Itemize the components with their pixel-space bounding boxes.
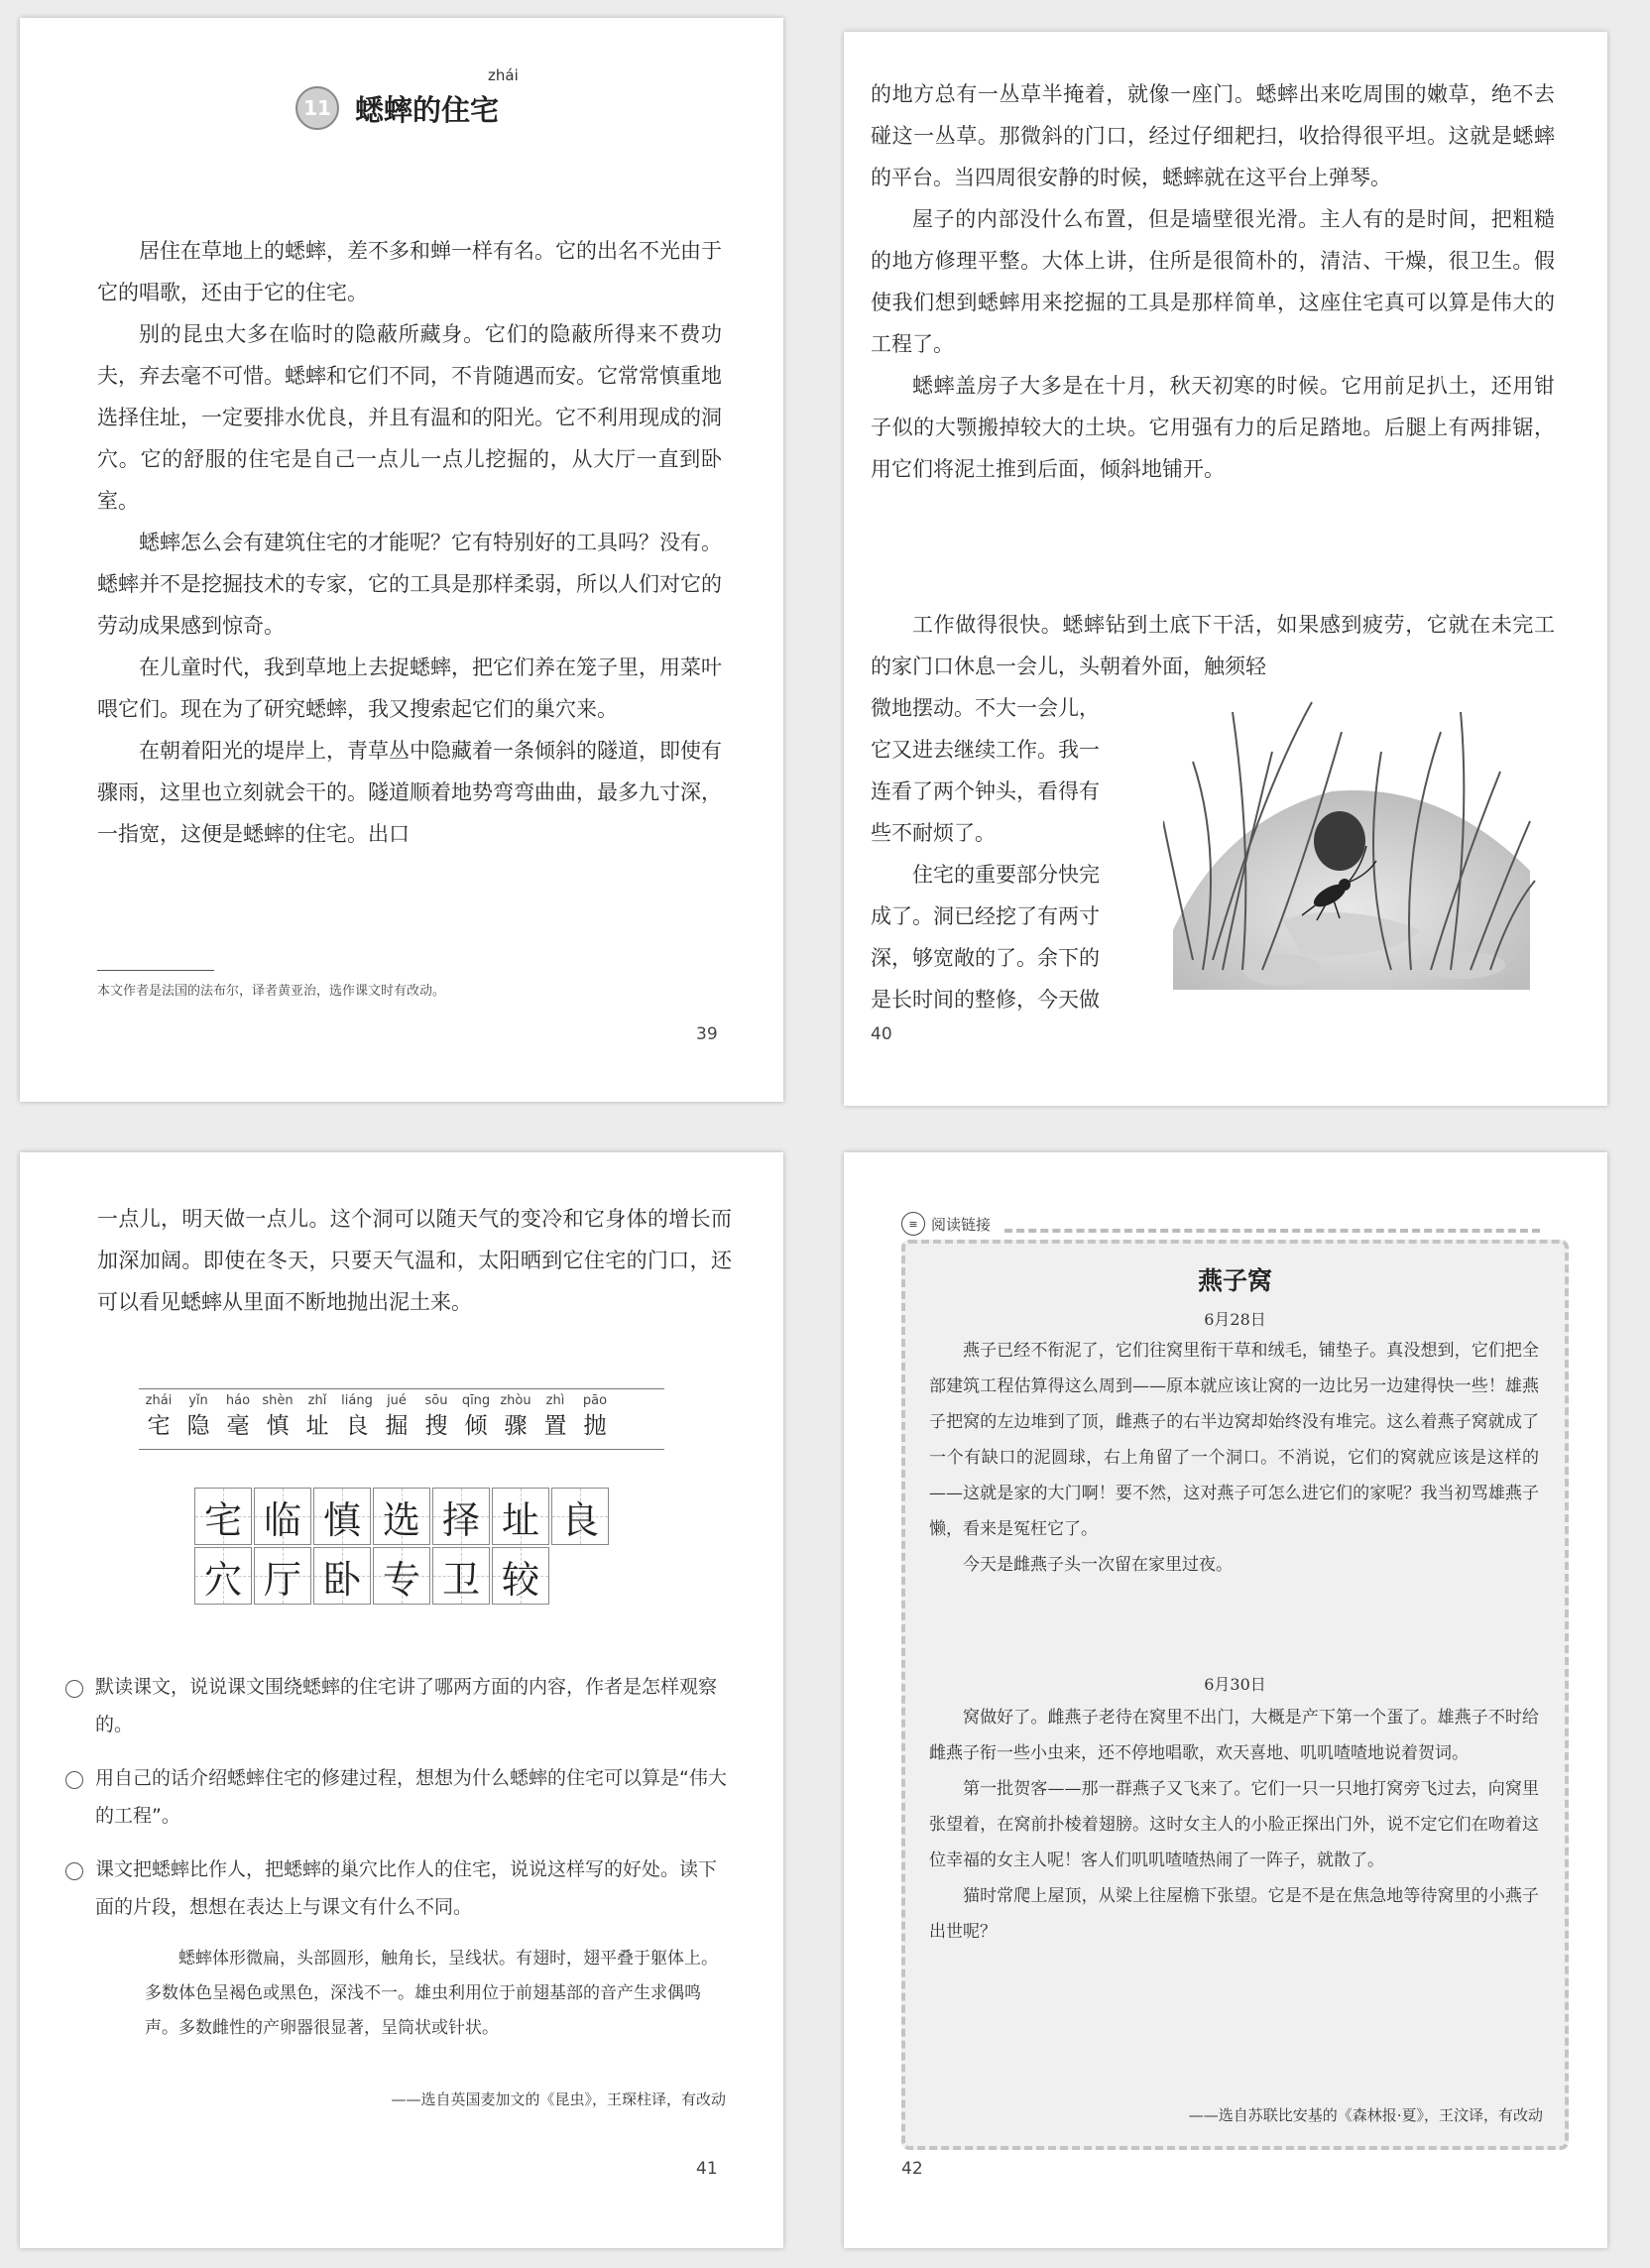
vocab-item: zhǐ 址 — [305, 1393, 329, 1439]
book-icon: ≡ — [901, 1212, 925, 1236]
page-40 — [844, 32, 1607, 1106]
writing-grid — [194, 1488, 611, 1607]
lesson-body — [97, 1198, 732, 1323]
vocab-item: pāo 抛 — [582, 1393, 608, 1439]
paragraph: 工作做得很快。蟋蟀钻到土底下干活，如果感到疲劳，它就在未完工的家门口休息一会儿，头朝着外面，触须轻 — [871, 613, 1555, 678]
paragraph: 窝做好了。雌燕子老待在窝里不出门，大概是产下第一个蛋了。雄燕子不时给雌燕子衔一些小虫来，还不停地唱歌，欢天喜地、叽叽喳喳地说着贺词。 — [929, 1708, 1539, 1763]
writing-cell: 良 — [551, 1488, 609, 1545]
reading-link-tag: ≡ 阅读链接 — [901, 1212, 991, 1236]
page-number: 40 — [871, 1024, 892, 1044]
paragraph: 蟋蟀盖房子大多是在十月，秋天初寒的时候。它用前足扒土，还用钳子似的大颚搬掉较大的土块。它用强有力的后足踏地。后腿上有两排锯，用它们将泥土推到后面，倾斜地铺开。 — [871, 374, 1555, 481]
writing-cell: 卧 — [313, 1547, 371, 1605]
line: 住宅的重要部分快完 — [912, 863, 1100, 887]
lesson-title: 蟋蟀的住宅 — [355, 92, 500, 127]
page-42 — [844, 1152, 1607, 2248]
quoted-excerpt: 蟋蟀体形微扁，头部圆形，触角长，呈线状。有翅时，翅平叠于躯体上。多数体色呈褐色或黑色，深浅不一。雄虫利用位于前翅基部的音产生求偶鸣声。多数雌性的产卵器很显著，呈筒状或针状。 — [145, 1949, 718, 2038]
paragraph: 第一批贺客——那一群燕子又飞来了。它们一只一只地打窝旁飞过去，向窝里张望着，在窝前扑棱着翅膀。这时女主人的小脸正探出门外，说不定它们在吻着这位幸福的女主人呢！客人们叽叽喳喳热闹了一阵子，就散了。 — [929, 1779, 1539, 1870]
footnote-rule — [97, 970, 214, 971]
writing-cell: 选 — [373, 1488, 430, 1545]
writing-cell: 穴 — [194, 1547, 252, 1605]
writing-cell: 慎 — [313, 1488, 371, 1545]
line: 微地摆动。不大一会儿， — [871, 696, 1100, 720]
writing-cell: 较 — [492, 1547, 549, 1605]
footnote: 本文作者是法国的法布尔，译者黄亚治，选作课文时有改动。 — [97, 984, 446, 999]
cricket-burrow-illustration — [1163, 672, 1540, 990]
line: 成了。洞已经挖了有两寸 — [871, 904, 1100, 928]
writing-row-2 — [194, 1547, 611, 1607]
paragraph: 屋子的内部没什么布置，但是墙壁很光滑。主人有的是时间，把粗糙的地方修理平整。大体上讲，住所是很简朴的，清洁、干燥，很卫生。假使我们想到蟋蟀用来挖掘的工具是那样简单，这座住宅真可以算是伟大的工程了。 — [871, 207, 1555, 356]
vocab-item: shèn 慎 — [262, 1393, 294, 1439]
paragraph: 一点儿，明天做一点儿。这个洞可以随天气的变冷和它身体的增长而加深加阔。即使在冬天，只要天气温和，太阳晒到它住宅的门口，还可以看见蟋蟀从里面不断地抛出泥土来。 — [97, 1207, 732, 1314]
line: 它又进去继续工作。我一 — [871, 738, 1100, 762]
vocab-item: zhòu 骤 — [500, 1393, 531, 1439]
writing-cell: 卫 — [432, 1547, 490, 1605]
question-3: 课文把蟋蟀比作人，把蟋蟀的巢穴比作人的住宅，说说这样写的好处。读下面的片段，想想在表达上与课文有什么不同。 — [95, 1850, 730, 1926]
writing-cell: 临 — [254, 1488, 311, 1545]
vocab-item: jué 掘 — [385, 1393, 409, 1439]
lesson-heading — [295, 83, 499, 133]
reading-title: 燕子窝 — [1197, 1266, 1272, 1295]
writing-row-1 — [194, 1488, 611, 1547]
question-bullet-icon — [65, 1771, 83, 1789]
question-1: 默读课文，说说课文围绕蟋蟀的住宅讲了哪两方面的内容，作者是怎样观察的。 — [95, 1668, 730, 1743]
writing-cell: 择 — [432, 1488, 490, 1545]
line: 深，够宽敞的了。余下的 — [871, 946, 1100, 970]
vocab-item: liáng 良 — [341, 1393, 373, 1439]
page-number: 42 — [901, 2159, 923, 2179]
paragraph: 猫时常爬上屋顶，从梁上往屋檐下张望。它是不是在焦急地等待窝里的小燕子出世呢？ — [929, 1886, 1539, 1942]
line: 是长时间的整修，今天做 — [871, 988, 1100, 1012]
question-2: 用自己的话介绍蟋蟀住宅的修建过程，想想为什么蟋蟀的住宅可以算是“伟大的工程”。 — [95, 1759, 730, 1835]
title-pinyin: zhái — [488, 66, 519, 84]
diary-date: 6月28日 — [1204, 1310, 1266, 1329]
line: 些不耐烦了。 — [871, 821, 996, 845]
lesson-body — [97, 230, 722, 855]
writing-cell: 专 — [373, 1547, 430, 1605]
writing-cell: 址 — [492, 1488, 549, 1545]
reading-link-box — [901, 1240, 1569, 2150]
paragraph: 在儿童时代，我到草地上去捉蟋蟀，把它们养在笼子里，用菜叶喂它们。现在为了研究蟋蟀，我又搜索起它们的巢穴来。 — [97, 656, 722, 721]
page-number: 41 — [696, 2159, 718, 2179]
reading-source: ——选自苏联比安基的《森林报·夏》，王汶译，有改动 — [1188, 2106, 1543, 2124]
paragraph: 燕子已经不衔泥了，它们往窝里衔干草和绒毛，铺垫子。真没想到，它们把全部建筑工程估算得这么周到——原本就应该让窝的一边比另一边建得快一些！雄燕子把窝的左边堆到了顶，雌燕子的右半边窝却始终没有堆完。这么着燕子窝就成了一个有缺口的泥圆球，右上角留了一个洞口。不消说，它们的窝就应该是这样的——这就是家的大门啊！要不然，这对燕子可怎么进它们的家呢？我当初骂雄燕子懒，看来是冤枉它了。 — [929, 1341, 1539, 1539]
page-number: 39 — [696, 1024, 718, 1044]
lesson-body — [871, 73, 1555, 490]
vocab-item: háo 毫 — [225, 1393, 251, 1439]
vocab-item: zhì 置 — [543, 1393, 567, 1439]
paragraph: 的地方总有一丛草半掩着，就像一座门。蟋蟀出来吃周围的嫩草，绝不去碰这一丛草。那微斜的门口，经过仔细耙扫，收拾得很平坦。这就是蟋蟀的平台。当四周很安静的时候，蟋蟀就在这平台上弹琴。 — [871, 82, 1555, 189]
paragraph: 今天是雌燕子头一次留在家里过夜。 — [963, 1555, 1233, 1575]
quote-source: ——选自英国麦加文的《昆虫》，王琛柱译，有改动 — [391, 2090, 726, 2108]
lesson-number-badge: 11 — [295, 86, 339, 130]
line: 连看了两个钟头，看得有 — [871, 779, 1100, 803]
vocab-item: yǐn 隐 — [186, 1393, 210, 1439]
vocab-item: sōu 搜 — [424, 1393, 448, 1439]
narrow-column — [871, 687, 1158, 1020]
paragraph: 在朝着阳光的堤岸上，青草丛中隐藏着一条倾斜的隧道，即使有骤雨，这里也立刻就会干的。隧道顺着地势弯弯曲曲，最多九寸深，一指宽，这便是蟋蟀的住宅。出口 — [97, 739, 722, 846]
vocab-pinyin-row — [139, 1388, 664, 1450]
diary-entry-2 — [929, 1700, 1539, 1950]
writing-cell: 厅 — [254, 1547, 311, 1605]
page-41 — [20, 1152, 783, 2248]
vocab-item: qīng 倾 — [461, 1393, 491, 1439]
paragraph: 别的昆虫大多在临时的隐蔽所藏身。它们的隐蔽所得来不费功夫，弃去毫不可惜。蟋蟀和它们不同，不肯随遇而安。它常常慎重地选择住址，一定要排水优良，并且有温和的阳光。它不利用现成的洞穴。它的舒服的住宅是自己一点儿一点儿挖掘的，从大厅一直到卧室。 — [97, 322, 722, 513]
vocab-item: zhái 宅 — [145, 1393, 173, 1439]
page-39 — [20, 18, 783, 1102]
question-bullet-icon — [65, 1862, 83, 1880]
diary-entry-1 — [929, 1333, 1539, 1583]
writing-cell: 宅 — [194, 1488, 252, 1545]
paragraph: 居住在草地上的蟋蟀，差不多和蝉一样有名。它的出名不光由于它的唱歌，还由于它的住宅。 — [97, 239, 722, 304]
diary-date: 6月30日 — [1204, 1675, 1266, 1694]
question-bullet-icon — [65, 1680, 83, 1698]
tag-divider — [1004, 1229, 1540, 1233]
paragraph: 蟋蟀怎么会有建筑住宅的才能呢？它有特别好的工具吗？没有。蟋蟀并不是挖掘技术的专家，它的工具是那样柔弱，所以人们对它的劳动成果感到惊奇。 — [97, 531, 722, 638]
